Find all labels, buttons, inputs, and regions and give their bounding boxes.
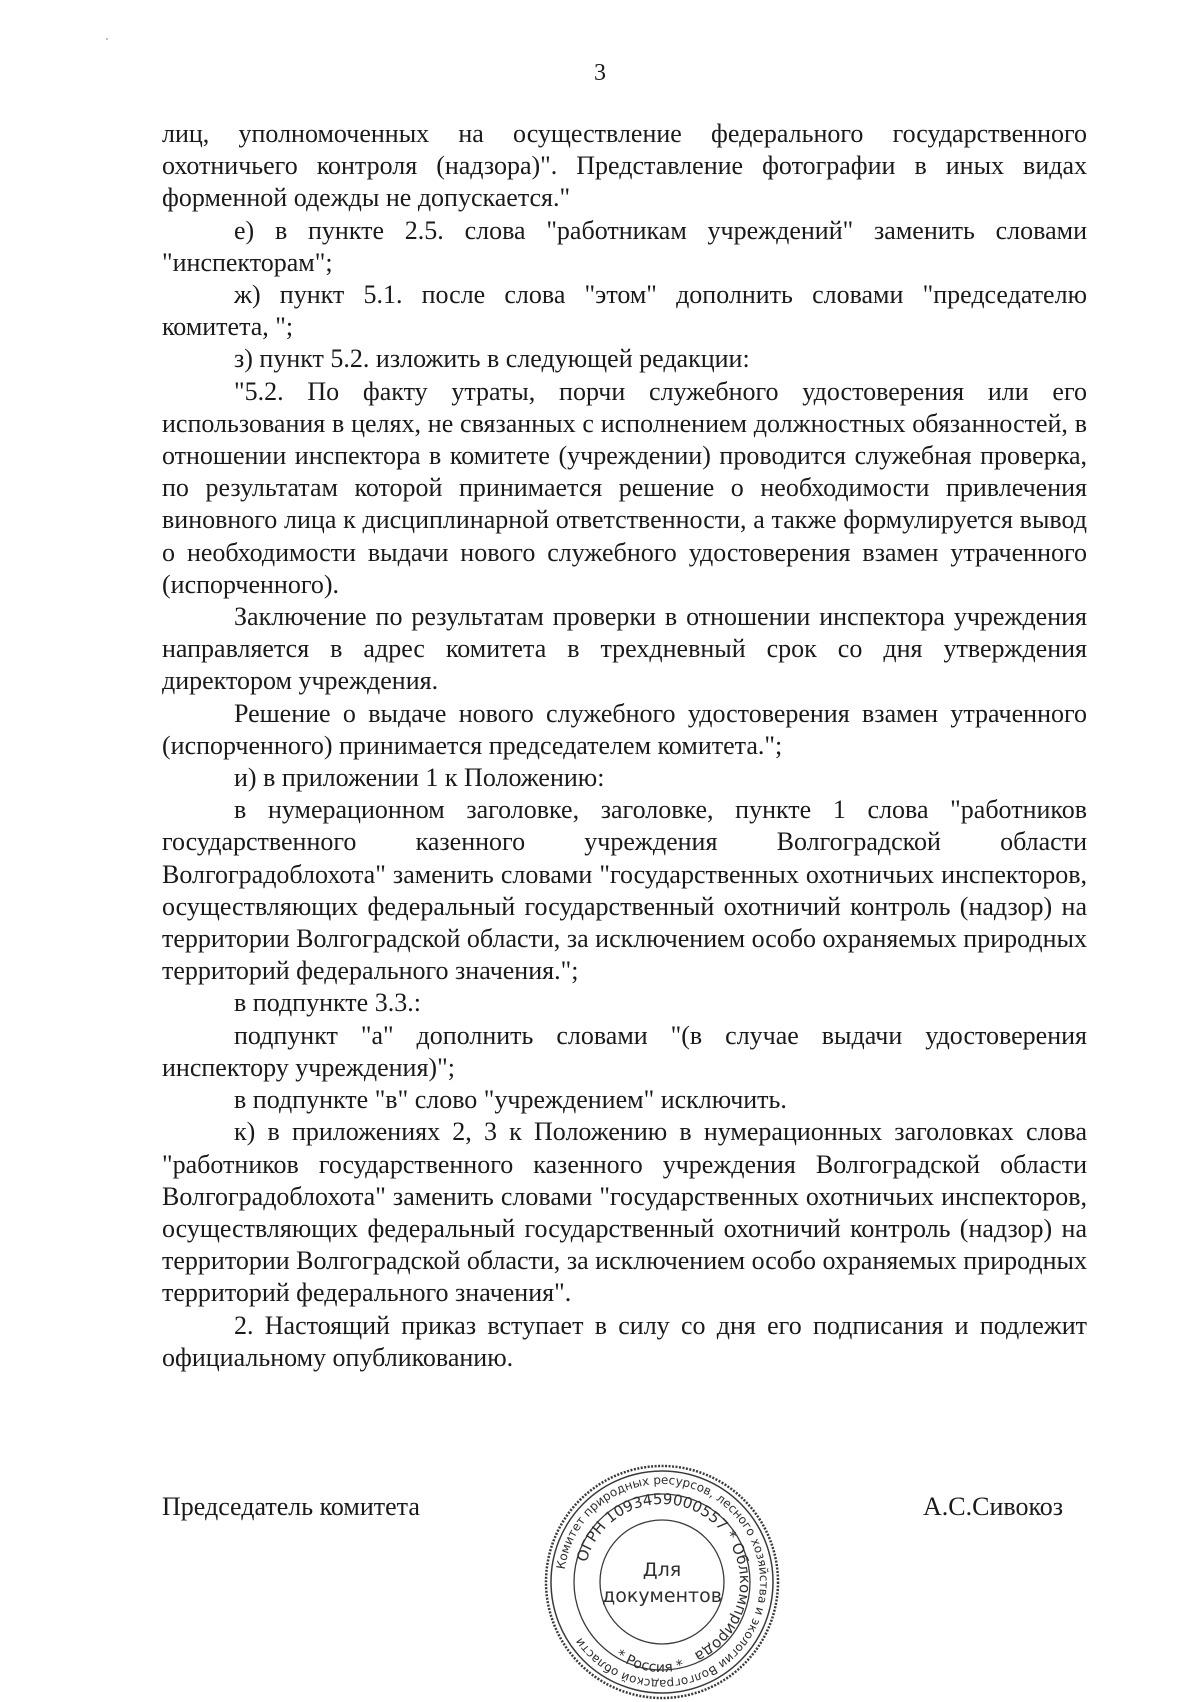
page-number: 3 bbox=[594, 60, 606, 86]
paragraph: ж) пункт 5.1. после слова "этом" дополнить словами "председателю комитета, "; bbox=[162, 280, 1087, 342]
paragraph: Заключение по результатам проверки в отношении инспектора учреждения направляется в адрес комитета в трехдневный срок со дня утверждения директором учреждения. bbox=[162, 602, 1087, 696]
official-seal bbox=[542, 1462, 782, 1702]
signature-position: Председатель комитета bbox=[162, 1492, 420, 1521]
paragraph: в подпункте 3.3.: bbox=[234, 988, 421, 1018]
signature-name: А.С.Сивокоз bbox=[923, 1492, 1064, 1521]
paragraph: е) в пункте 2.5. слова "работникам учреждений" заменить словами "инспекторам"; bbox=[162, 215, 1087, 277]
paragraph: в подпункте "в" слово "учреждением" исключить. bbox=[234, 1085, 787, 1115]
seal-center-line-1: Для bbox=[642, 1559, 682, 1581]
paragraph: лиц, уполномоченных на осуществление федерального государственного охотничьего контроля (надзора)". Представление фотографии в иных видах форменной одежды не допускается." bbox=[162, 119, 1087, 213]
scan-speck bbox=[106, 38, 108, 40]
paragraph: з) пункт 5.2. изложить в следующей редакции: bbox=[234, 344, 750, 374]
paragraph: в нумерационном заголовке, заголовке, пункте 1 слова "работников государственного казенного учреждения Волгоградской области Волгоградоблохота" заменить словами "государственных охотничьих инспекторов, осуществляющих федеральный государственный охотничий контроль (надзор) на территории Волгоградской области, за исключением особо охраняемых природных территорий федерального значения."; bbox=[162, 795, 1087, 986]
seal-bottom-path: * Россия * bbox=[612, 1646, 686, 1677]
seal-outer-path: Комитет природных ресурсов, лесного хозяйства и экологии Волгоградской области bbox=[553, 1472, 772, 1692]
seal-inner-path: ОГРН 1093459000557 * Облкомприрода bbox=[572, 1489, 755, 1666]
paragraph: к) в приложениях 2, 3 к Положению в нумерационных заголовках слова "работников государственного казенного учреждения Волгоградской области Волгоградоблохота" заменить словами "государственных охотничьих инспекторов, осуществляющих федеральный государственный охотничий контроль (надзор) на территории Волгоградской области, за исключением особо охраняемых природных территорий федерального значения". bbox=[162, 1117, 1087, 1308]
document-body bbox=[162, 118, 1087, 1374]
paragraph: 2. Настоящий приказ вступает в силу со дня его подписания и подлежит официальному опубликованию. bbox=[162, 1310, 1087, 1372]
seal-center-line-2: документов bbox=[602, 1585, 722, 1607]
paragraph: подпункт "а" дополнить словами "(в случае выдачи удостоверения инспектору учреждения)"; bbox=[162, 1020, 1087, 1082]
paragraph: Решение о выдаче нового служебного удостоверения взамен утраченного (испорченного) принимается председателем комитета."; bbox=[162, 698, 1087, 760]
paragraph: "5.2. По факту утраты, порчи служебного удостоверения или его использования в целях, не связанных с исполнением должностных обязанностей, в отношении инспектора в комитете (учреждении) проводится служебная проверка, по результатам которой принимается решение о необходимости привлечения виновного лица к дисциплинарной ответственности, а также формулируется вывод о необходимости выдачи нового служебного удостоверения взамен утраченного (испорченного). bbox=[162, 376, 1087, 599]
paragraph: и) в приложении 1 к Положению: bbox=[234, 763, 605, 793]
